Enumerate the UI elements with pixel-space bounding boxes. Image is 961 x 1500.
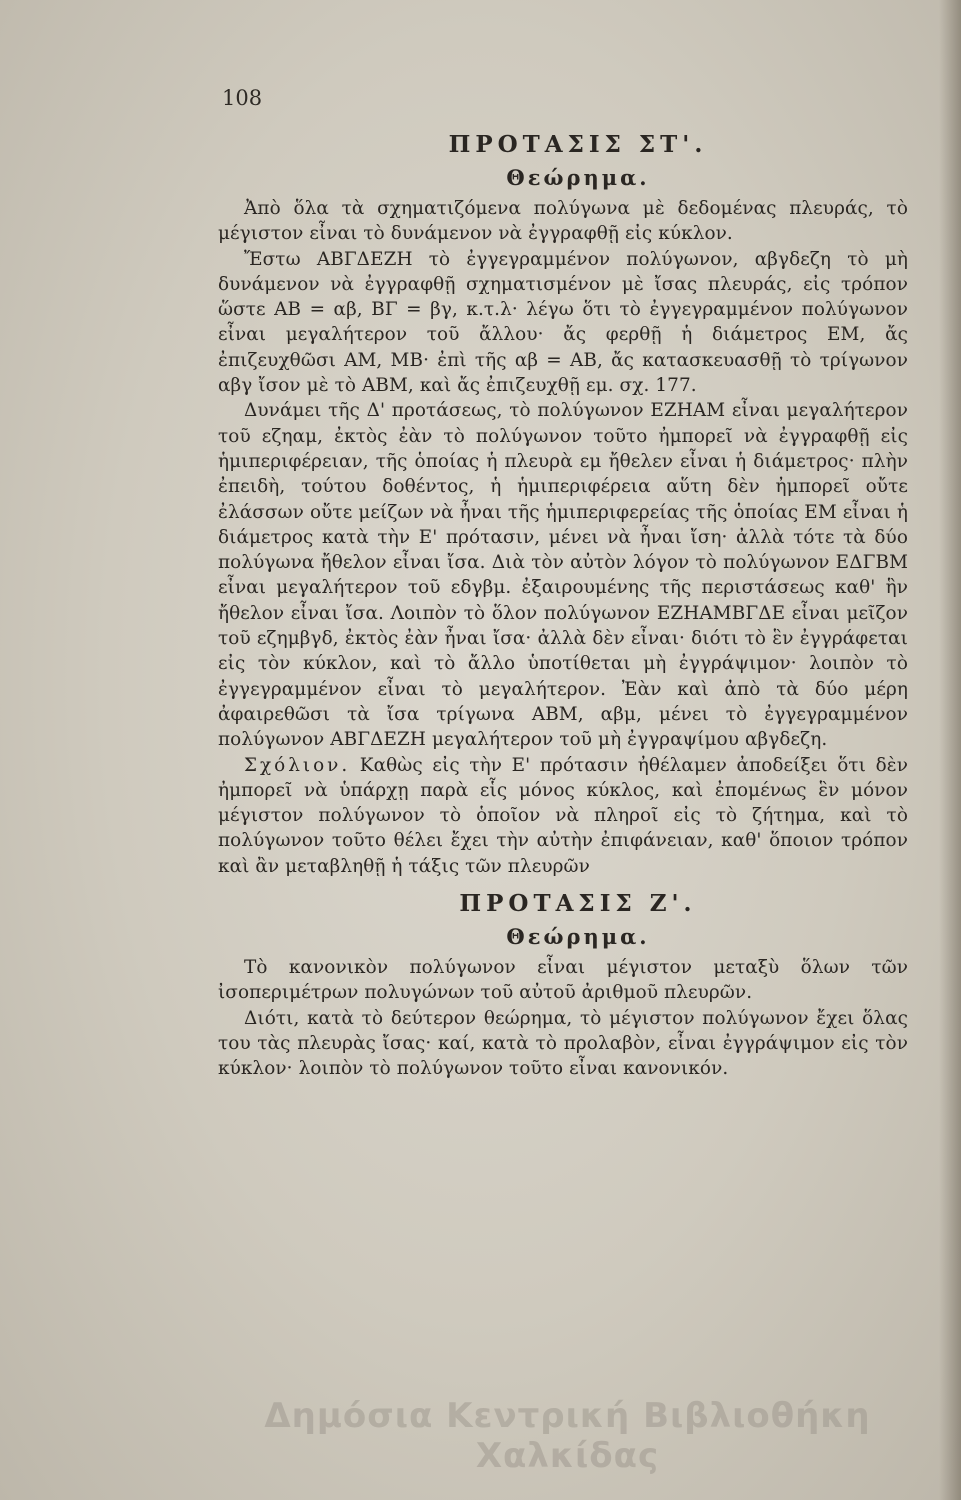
section-gap [218,879,908,887]
page-body [218,128,908,1082]
scholium-text: Καθὼς εἰς τὴν Ε' πρότασιν ἠθέλαμεν ἀποδείξει ὅτι δὲν ἠμπορεῖ νὰ ὑπάρχῃ παρὰ εἷς μόνος κύκλος, καὶ ἐπομένως ἓν μόνον μέγιστον πολύγωνον τὸ ὁποῖον νὰ πληροῖ εἰς τὸ ζήτημα, καὶ τὸ πολύγωνον τοῦτο θέλει ἔχει τὴν αὐτὴν ἐπιφάνειαν, καθ' ὅποιον τρόπον καὶ ἂν μεταβληθῇ ἡ τάξις τῶν πλευρῶν [218,754,908,877]
theorem-statement-2: Τὸ κανονικὸν πολύγωνον εἶναι μέγιστον μεταξὺ ὅλων τῶν ἰσοπεριμέτρων πολυγώνων τοῦ αὐτοῦ ἀριθμοῦ πλευρῶν. [218,957,908,1004]
theorem-label-2: Θεώρημα. [506,924,650,950]
theorem-statement: Ἀπὸ ὅλα τὰ σχηματιζόμενα πολύγωνα μὲ δεδομένας πλευράς, τὸ μέγιστον εἶναι τὸ δυνάμενον νὰ ἐγγραφθῇ εἰς κύκλον. [218,198,908,245]
page-number: 108 [222,86,263,110]
theorem-label: Θεώρημα. [506,165,650,190]
scholium-paragraph [218,753,908,879]
proof-setup-paragraph: Ἔστω ΑΒΓΔΕΖΗ τὸ ἐγγεγραμμένον πολύγωνον, αβγδεζη τὸ μὴ δυνάμενον νὰ ἐγγραφθῇ σχηματισμένον μὲ ἴσας πλευράς, εἰς τρόπον ὥστε ΑΒ = αβ, ΒΓ = βγ, κ.τ.λ· λέγω ὅτι τὸ ἐγγεγραμμένον πολύγωνον εἶναι μεγαλήτερον τοῦ ἄλλου· ἄς φερθῇ ἡ διάμετρος ΕΜ, ἄς ἐπιζευχθῶσι ΑΜ, ΜΒ· ἐπὶ τῆς αβ = ΑΒ, ἄς κατασκευασθῇ τὸ τρίγωνον αβγ ἴσον μὲ τὸ ΑΒΜ, καὶ ἄς ἐπιζευχθῇ εμ. σχ. 177. [218,248,908,397]
proof-paragraph-2: Διότι, κατὰ τὸ δεύτερον θεώρημα, τὸ μέγιστον πολύγωνον ἔχει ὅλας του τὰς πλευρὰς ἴσας· καί, κατὰ τὸ προλαβὸν, εἶναι ἐγγράψιμον εἰς τὸν κύκλον· λοιπὸν τὸ πολύγωνον τοῦτο εἶναι κανονικόν. [218,1007,908,1080]
proposition-heading-2: ΠΡΟΤΑΣΙΣ Ζ'. [459,890,697,918]
scholium-label: Σχόλιον. [244,754,351,776]
library-watermark: Δημόσια Κεντρική Βιβλιοθήκη Χαλκίδας [264,1396,871,1476]
proof-paragraph: Δυνάμει τῆς Δ' προτάσεως, τὸ πολύγωνον ΕΖΗΑΜ εἶναι μεγαλήτερον τοῦ εζηαμ, ἐκτὸς ἐὰν τὸ πολύγωνον τοῦτο ἠμπορεῖ νὰ ἐγγραφθῇ εἰς ἡμιπεριφέρειαν, τῆς ὁποίας ἡ πλευρὰ εμ ἤθελεν εἶναι ἡ διάμετρος· πλὴν ἐπειδὴ, τούτου δοθέντος, ἡ ἡμιπεριφέρεια αὕτη δὲν ἠμπορεῖ οὔτε ἐλάσσων οὔτε μείζων νὰ ἦναι τῆς ἡμιπεριφερείας τῆς ὁποίας ΕΜ εἶναι ἡ διάμετρος κατὰ τὴν Ε' πρότασιν, μένει νὰ ἦναι ἴση· ἀλλὰ τότε τὰ δύο πολύγωνα ἤθελον εἶναι ἴσα. Διὰ τὸν αὐτὸν λόγον τὸ πολύγωνον ΕΔΓΒΜ εἶναι μεγαλήτερον τοῦ εδγβμ. ἐξαιρουμένης τῆς περιστάσεως καθ' ἣν ἤθελον εἶναι ἴσα. Λοιπὸν τὸ ὅλον πολύγωνον ΕΖΗΑΜΒΓΔΕ εἶναι μεῖζον τοῦ εζημβγδ, ἐκτὸς ἐὰν ἦναι ἴσα· ἀλλὰ δὲν εἶναι· διότι τὸ ἓν ἐγγράφεται εἰς τὸν κύκλον, καὶ τὸ ἄλλο ὑποτίθεται μὴ ἐγγράψιμον· λοιπὸν τὸ ἐγγεγραμμένον εἶναι τὸ μεγαλήτερον. Ἐὰν καὶ ἀπὸ τὰ δύο μέρη ἀφαιρεθῶσι τὰ ἴσα τρίγωνα ΑΒΜ, αβμ, μένει τὸ ἐγγεγραμμένον πολύγωνον ΑΒΓΔΕΖΗ μεγαλήτερον τοῦ μὴ ἐγγραψίμου αβγδεζη. [218,400,908,751]
page-edge-shadow [939,0,961,1500]
proposition-heading: ΠΡΟΤΑΣΙΣ ΣΤ'. [448,131,708,158]
